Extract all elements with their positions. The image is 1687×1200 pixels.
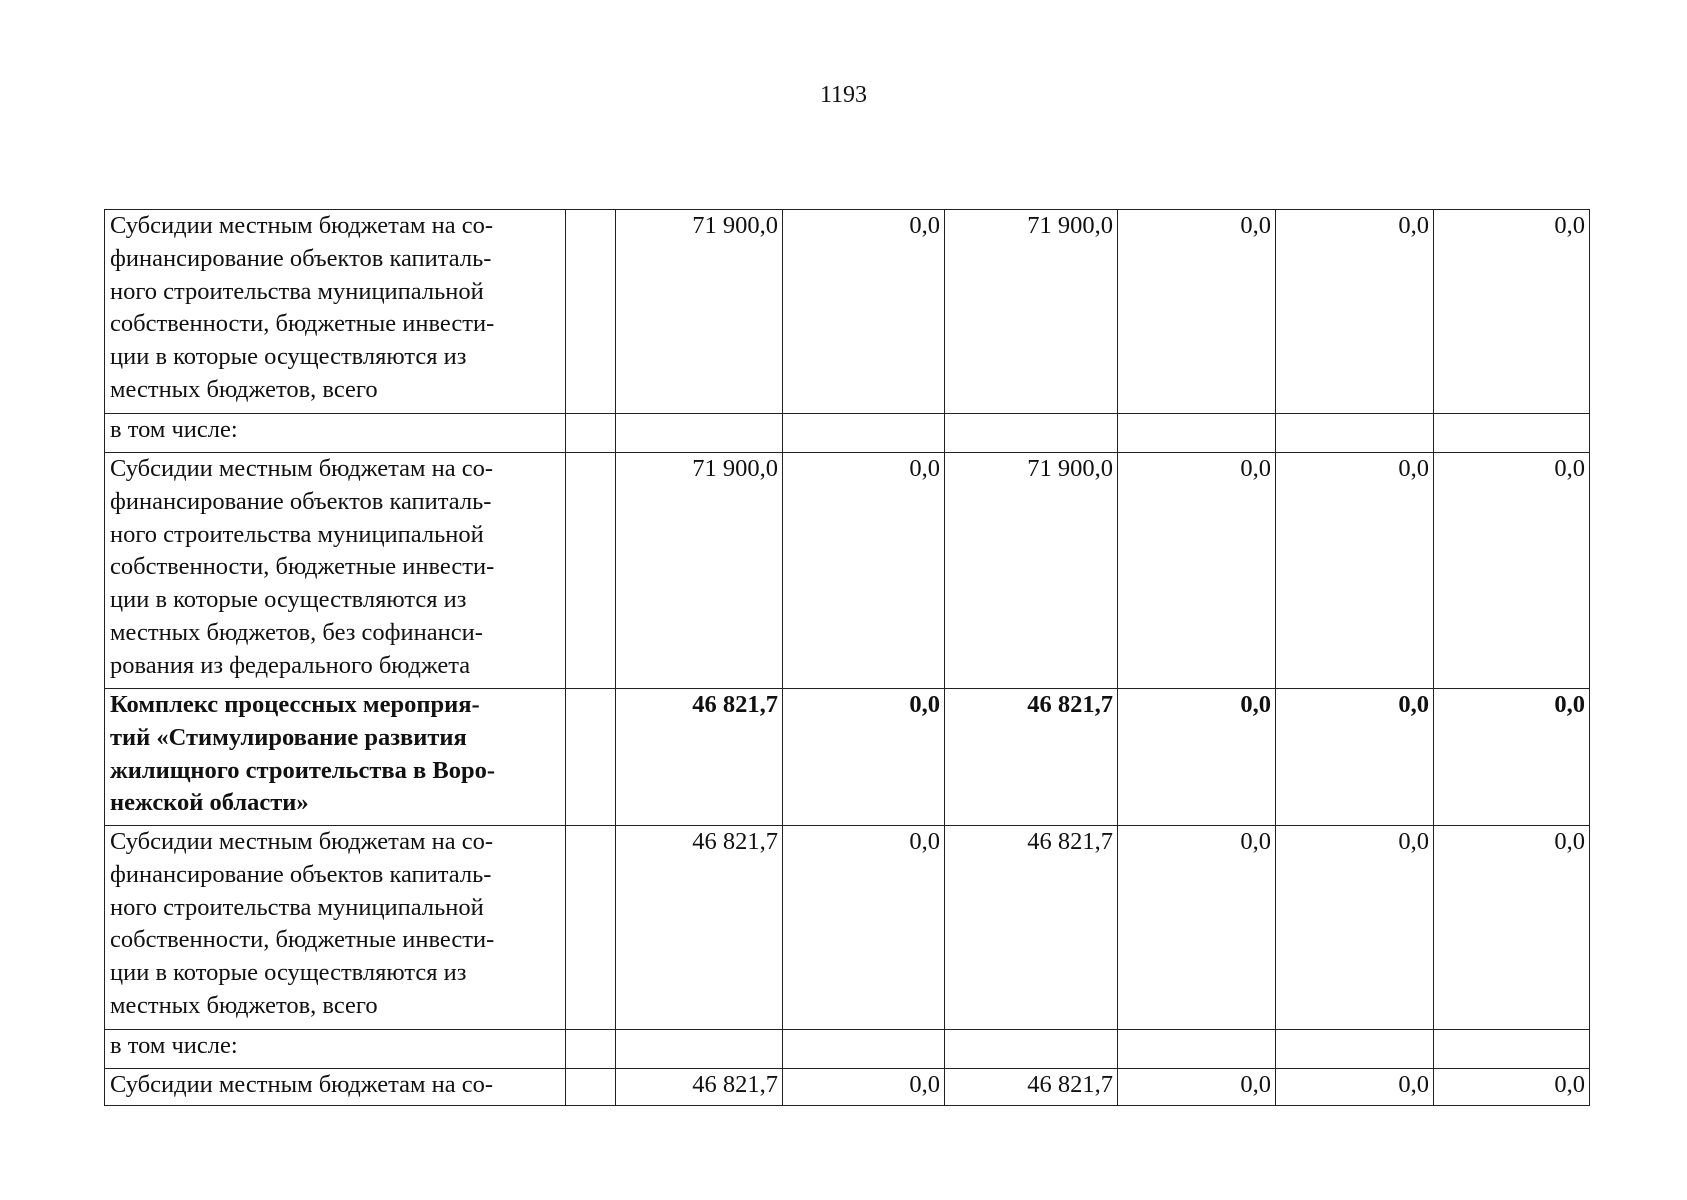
value-cell [1276, 414, 1434, 453]
value-cell [783, 414, 945, 453]
row-code-cell [566, 1069, 616, 1106]
table-row [105, 689, 1590, 826]
table-row [105, 453, 1590, 689]
value-cell [1118, 414, 1276, 453]
value-cell: 71 900,0 [616, 453, 783, 689]
row-code-cell [566, 1030, 616, 1069]
value-cell: 0,0 [783, 826, 945, 1030]
value-cell: 0,0 [783, 689, 945, 826]
value-cell: 0,0 [1434, 826, 1590, 1030]
value-cell: 0,0 [1118, 826, 1276, 1030]
table-row [105, 826, 1590, 1030]
table-row [105, 1069, 1590, 1106]
budget-table [104, 209, 1590, 1106]
budget-table-body [105, 210, 1590, 1106]
row-code-cell [566, 453, 616, 689]
value-cell: 46 821,7 [945, 826, 1118, 1030]
row-code-cell [566, 414, 616, 453]
value-cell [1434, 1030, 1590, 1069]
value-cell [1276, 1030, 1434, 1069]
row-name-cell: Субсидии местным бюджетам на со- финансирование объектов капиталь- ного строительства муниципальной собственности, бюджетные инвести- ции в которые осуществляются из местных бюджетов, всего [105, 826, 566, 1030]
value-cell: 71 900,0 [945, 210, 1118, 414]
value-cell: 0,0 [1118, 1069, 1276, 1106]
row-name-cell: Субсидии местным бюджетам на со- финансирование объектов капиталь- ного строительства муниципальной собственности, бюджетные инвести- ции в которые осуществляются из местных бюджетов, всего [105, 210, 566, 414]
value-cell: 0,0 [1118, 689, 1276, 826]
value-cell: 0,0 [1118, 210, 1276, 414]
value-cell: 0,0 [1276, 210, 1434, 414]
value-cell: 0,0 [1118, 453, 1276, 689]
value-cell: 0,0 [783, 1069, 945, 1106]
value-cell: 46 821,7 [616, 689, 783, 826]
value-cell: 0,0 [1276, 1069, 1434, 1106]
value-cell: 0,0 [1434, 1069, 1590, 1106]
value-cell [945, 1030, 1118, 1069]
value-cell: 46 821,7 [616, 826, 783, 1030]
row-name-cell: в том числе: [105, 1030, 566, 1069]
value-cell [616, 414, 783, 453]
value-cell: 0,0 [1276, 689, 1434, 826]
value-cell: 0,0 [1434, 689, 1590, 826]
value-cell [1118, 1030, 1276, 1069]
value-cell [616, 1030, 783, 1069]
value-cell [783, 1030, 945, 1069]
table-row [105, 414, 1590, 453]
table-row [105, 1030, 1590, 1069]
row-name-cell: Субсидии местным бюджетам на со- [105, 1069, 566, 1106]
table-row [105, 210, 1590, 414]
value-cell: 0,0 [1276, 826, 1434, 1030]
value-cell: 0,0 [1434, 453, 1590, 689]
value-cell: 0,0 [1434, 210, 1590, 414]
row-code-cell [566, 210, 616, 414]
row-name-cell: Субсидии местным бюджетам на со- финансирование объектов капиталь- ного строительства муниципальной собственности, бюджетные инвести- ции в которые осуществляются из местных бюджетов, без софинанси- рования из федерального бюджета [105, 453, 566, 689]
value-cell: 0,0 [1276, 453, 1434, 689]
value-cell: 46 821,7 [616, 1069, 783, 1106]
value-cell: 71 900,0 [945, 453, 1118, 689]
row-code-cell [566, 826, 616, 1030]
row-name-cell: Комплекс процессных мероприя- тий «Стимулирование развития жилищного строительства в Воро- нежской области» [105, 689, 566, 826]
value-cell: 0,0 [783, 210, 945, 414]
page-number: 1193 [819, 82, 868, 108]
value-cell [1434, 414, 1590, 453]
row-code-cell [566, 689, 616, 826]
value-cell: 46 821,7 [945, 689, 1118, 826]
value-cell: 46 821,7 [945, 1069, 1118, 1106]
value-cell [945, 414, 1118, 453]
row-name-cell: в том числе: [105, 414, 566, 453]
value-cell: 71 900,0 [616, 210, 783, 414]
value-cell: 0,0 [783, 453, 945, 689]
